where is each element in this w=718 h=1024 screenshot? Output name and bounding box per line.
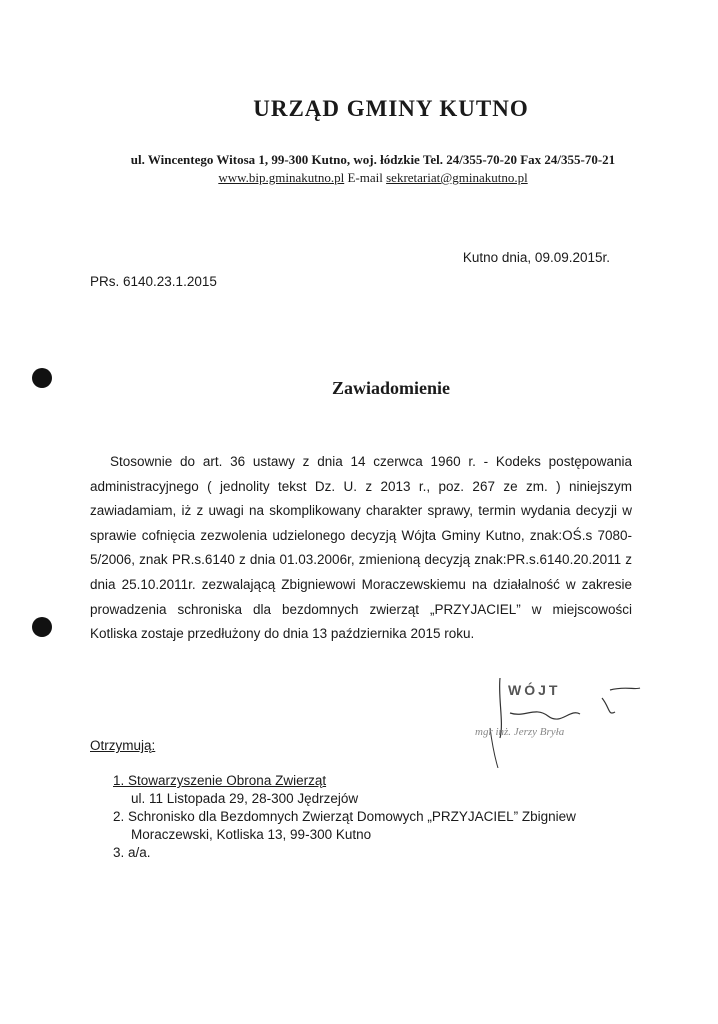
recipient-line: 2. Schronisko dla Bezdomnych Zwierząt Domowych „PRZYJACIEL” Zbigniew	[113, 809, 576, 824]
office-title: URZĄD GMINY KUTNO	[253, 96, 529, 121]
document-body	[90, 450, 632, 647]
recipient-address: ul. 11 Listopada 29, 28-300 Jędrzejów	[131, 791, 359, 806]
punch-hole-bottom	[32, 617, 52, 637]
recipient-item	[113, 844, 151, 862]
recipient-line: 1. Stowarzyszenie Obrona Zwierząt	[113, 773, 327, 788]
official-stamp: WÓJT	[508, 682, 561, 698]
reference-number: PRs. 6140.23.1.2015	[90, 274, 217, 289]
recipient-line: 3. a/a.	[113, 845, 151, 860]
document-heading: Zawiadomienie	[331, 378, 450, 398]
recipients-label: Otrzymują:	[90, 738, 156, 753]
email-label: E-mail	[347, 170, 383, 185]
email-link[interactable]: sekretariat@gminakutno.pl	[386, 170, 528, 185]
contact-line	[88, 170, 658, 186]
recipient-item	[113, 808, 576, 844]
recipient-address: Moraczewski, Kotliska 13, 99-300 Kutno	[131, 827, 372, 842]
body-text: Stosownie do art. 36 ustawy z dnia 14 czerwca 1960 r. - Kodeks postępowania administracyjnego ( jednolity tekst Dz. U. z 2013 r., poz. 267 ze zm. ) niniejszym zawiadamiam, iż z uwagi na skomplikowany charakter sprawy, termin wydania decyzji w sprawie cofnięcia zezwolenia udzielonego decyzją Wójta Gminy Kutno, znak:OŚ.s 7080-5/2006, znak PR.s.6140 z dnia 01.03.2006r, zmienioną decyzją znak:PR.s.6140.20.2011 z dnia 25.10.2011r. zezwalającą Zbigniewowi Moraczewskiemu na działalność w zakresie prowadzenia schroniska dla bezdomnych zwierząt „PRZYJACIEL” w miejscowości Kotliska zostaje przedłużony do dnia 13 października 2015 roku.	[90, 454, 632, 642]
office-address: ul. Wincentego Witosa 1, 99-300 Kutno, woj. łódzkie Tel. 24/355-70-20 Fax 24/355-70-21	[130, 152, 616, 167]
recipient-item	[113, 772, 358, 808]
website-link[interactable]: www.bip.gminakutno.pl	[218, 170, 345, 185]
document-date: Kutno dnia, 09.09.2015r.	[462, 250, 610, 265]
signatory-name: mgr inż. Jerzy Bryła	[475, 726, 565, 738]
